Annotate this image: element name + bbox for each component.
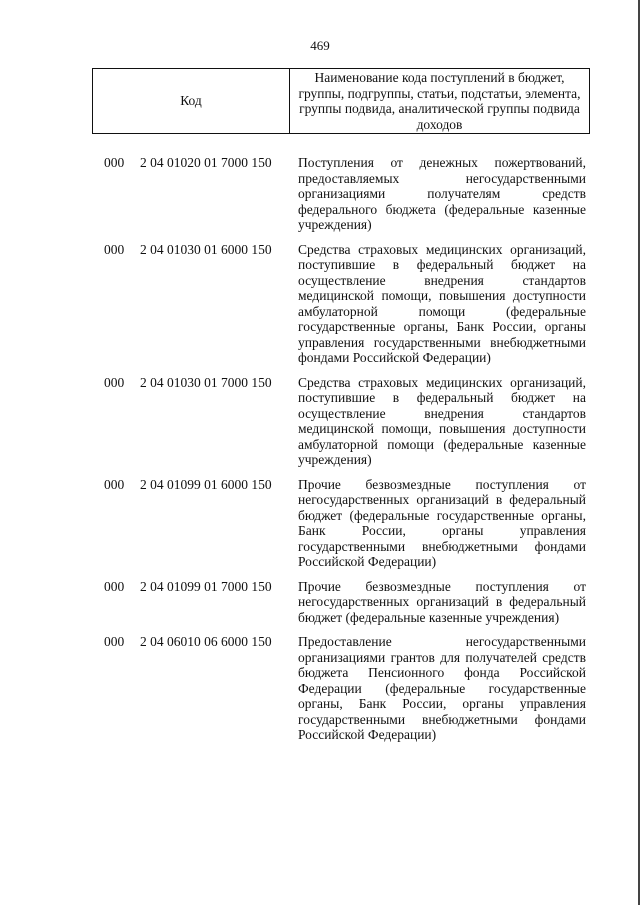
table-row — [0, 579, 640, 626]
table-header — [92, 68, 590, 134]
revenue-description: Поступления от денежных пожертвований, предоставляемых негосударственными организациями получателям средств федерального бюджета (федеральные казенные учреждения) — [298, 155, 586, 232]
name-column-header: Наименование кода поступлений в бюджет, группы, подгруппы, статьи, подстатьи, элемента, группы подвида, аналитической группы подвида доходов — [298, 70, 581, 132]
revenue-code: 2 04 06010 06 6000 150 — [140, 634, 272, 649]
admin-code: 000 — [104, 476, 125, 492]
table-row — [0, 634, 640, 743]
revenue-description: Средства страховых медицинских организаций, поступившие в федеральный бюджет на осуществление внедрения стандартов медицинской помощи, повышения доступности амбулаторной помощи (федеральные государственные органы, Банк России, органы управления государственными внебюджетными фондами Российской Федерации) — [298, 241, 586, 365]
revenue-description: Прочие безвозмездные поступления от негосударственных организаций в федеральный бюджет (федеральные казенные учреждения) — [298, 578, 586, 625]
table-body — [0, 155, 640, 743]
code-column-header: Код — [93, 69, 290, 133]
admin-code: 000 — [104, 155, 125, 170]
revenue-code: 2 04 01099 01 6000 150 — [140, 476, 272, 492]
scan-edge-line — [632, 0, 640, 905]
table-row — [0, 375, 640, 468]
table-row — [0, 477, 640, 570]
admin-code: 000 — [104, 241, 125, 257]
page-number: 469 — [310, 38, 330, 53]
revenue-code: 2 04 01030 01 7000 150 — [140, 374, 272, 390]
table-row — [0, 242, 640, 366]
admin-code: 000 — [104, 634, 125, 649]
admin-code: 000 — [104, 374, 125, 390]
revenue-description: Предоставление негосударственными организациями грантов для получателей средств бюджета Пенсионного фонда Российской Федерации (федеральные государственные органы, Банк России, органы управления государственными внебюджетными фондами Российской Федерации) — [298, 634, 586, 742]
admin-code: 000 — [104, 578, 125, 594]
table-row — [0, 155, 640, 233]
revenue-code: 2 04 01030 01 6000 150 — [140, 241, 272, 257]
revenue-code: 2 04 01099 01 7000 150 — [140, 578, 272, 594]
revenue-description: Прочие безвозмездные поступления от негосударственных организаций в федеральный бюджет (федеральные государственные органы, Банк России, органы управления государственными внебюджетными фондами Российской Федерации) — [298, 476, 586, 569]
revenue-description: Средства страховых медицинских организаций, поступившие в федеральный бюджет на осуществление внедрения стандартов медицинской помощи, повышения доступности амбулаторной помощи (федеральные казенные учреждения) — [298, 374, 586, 467]
revenue-code: 2 04 01020 01 7000 150 — [140, 155, 272, 170]
